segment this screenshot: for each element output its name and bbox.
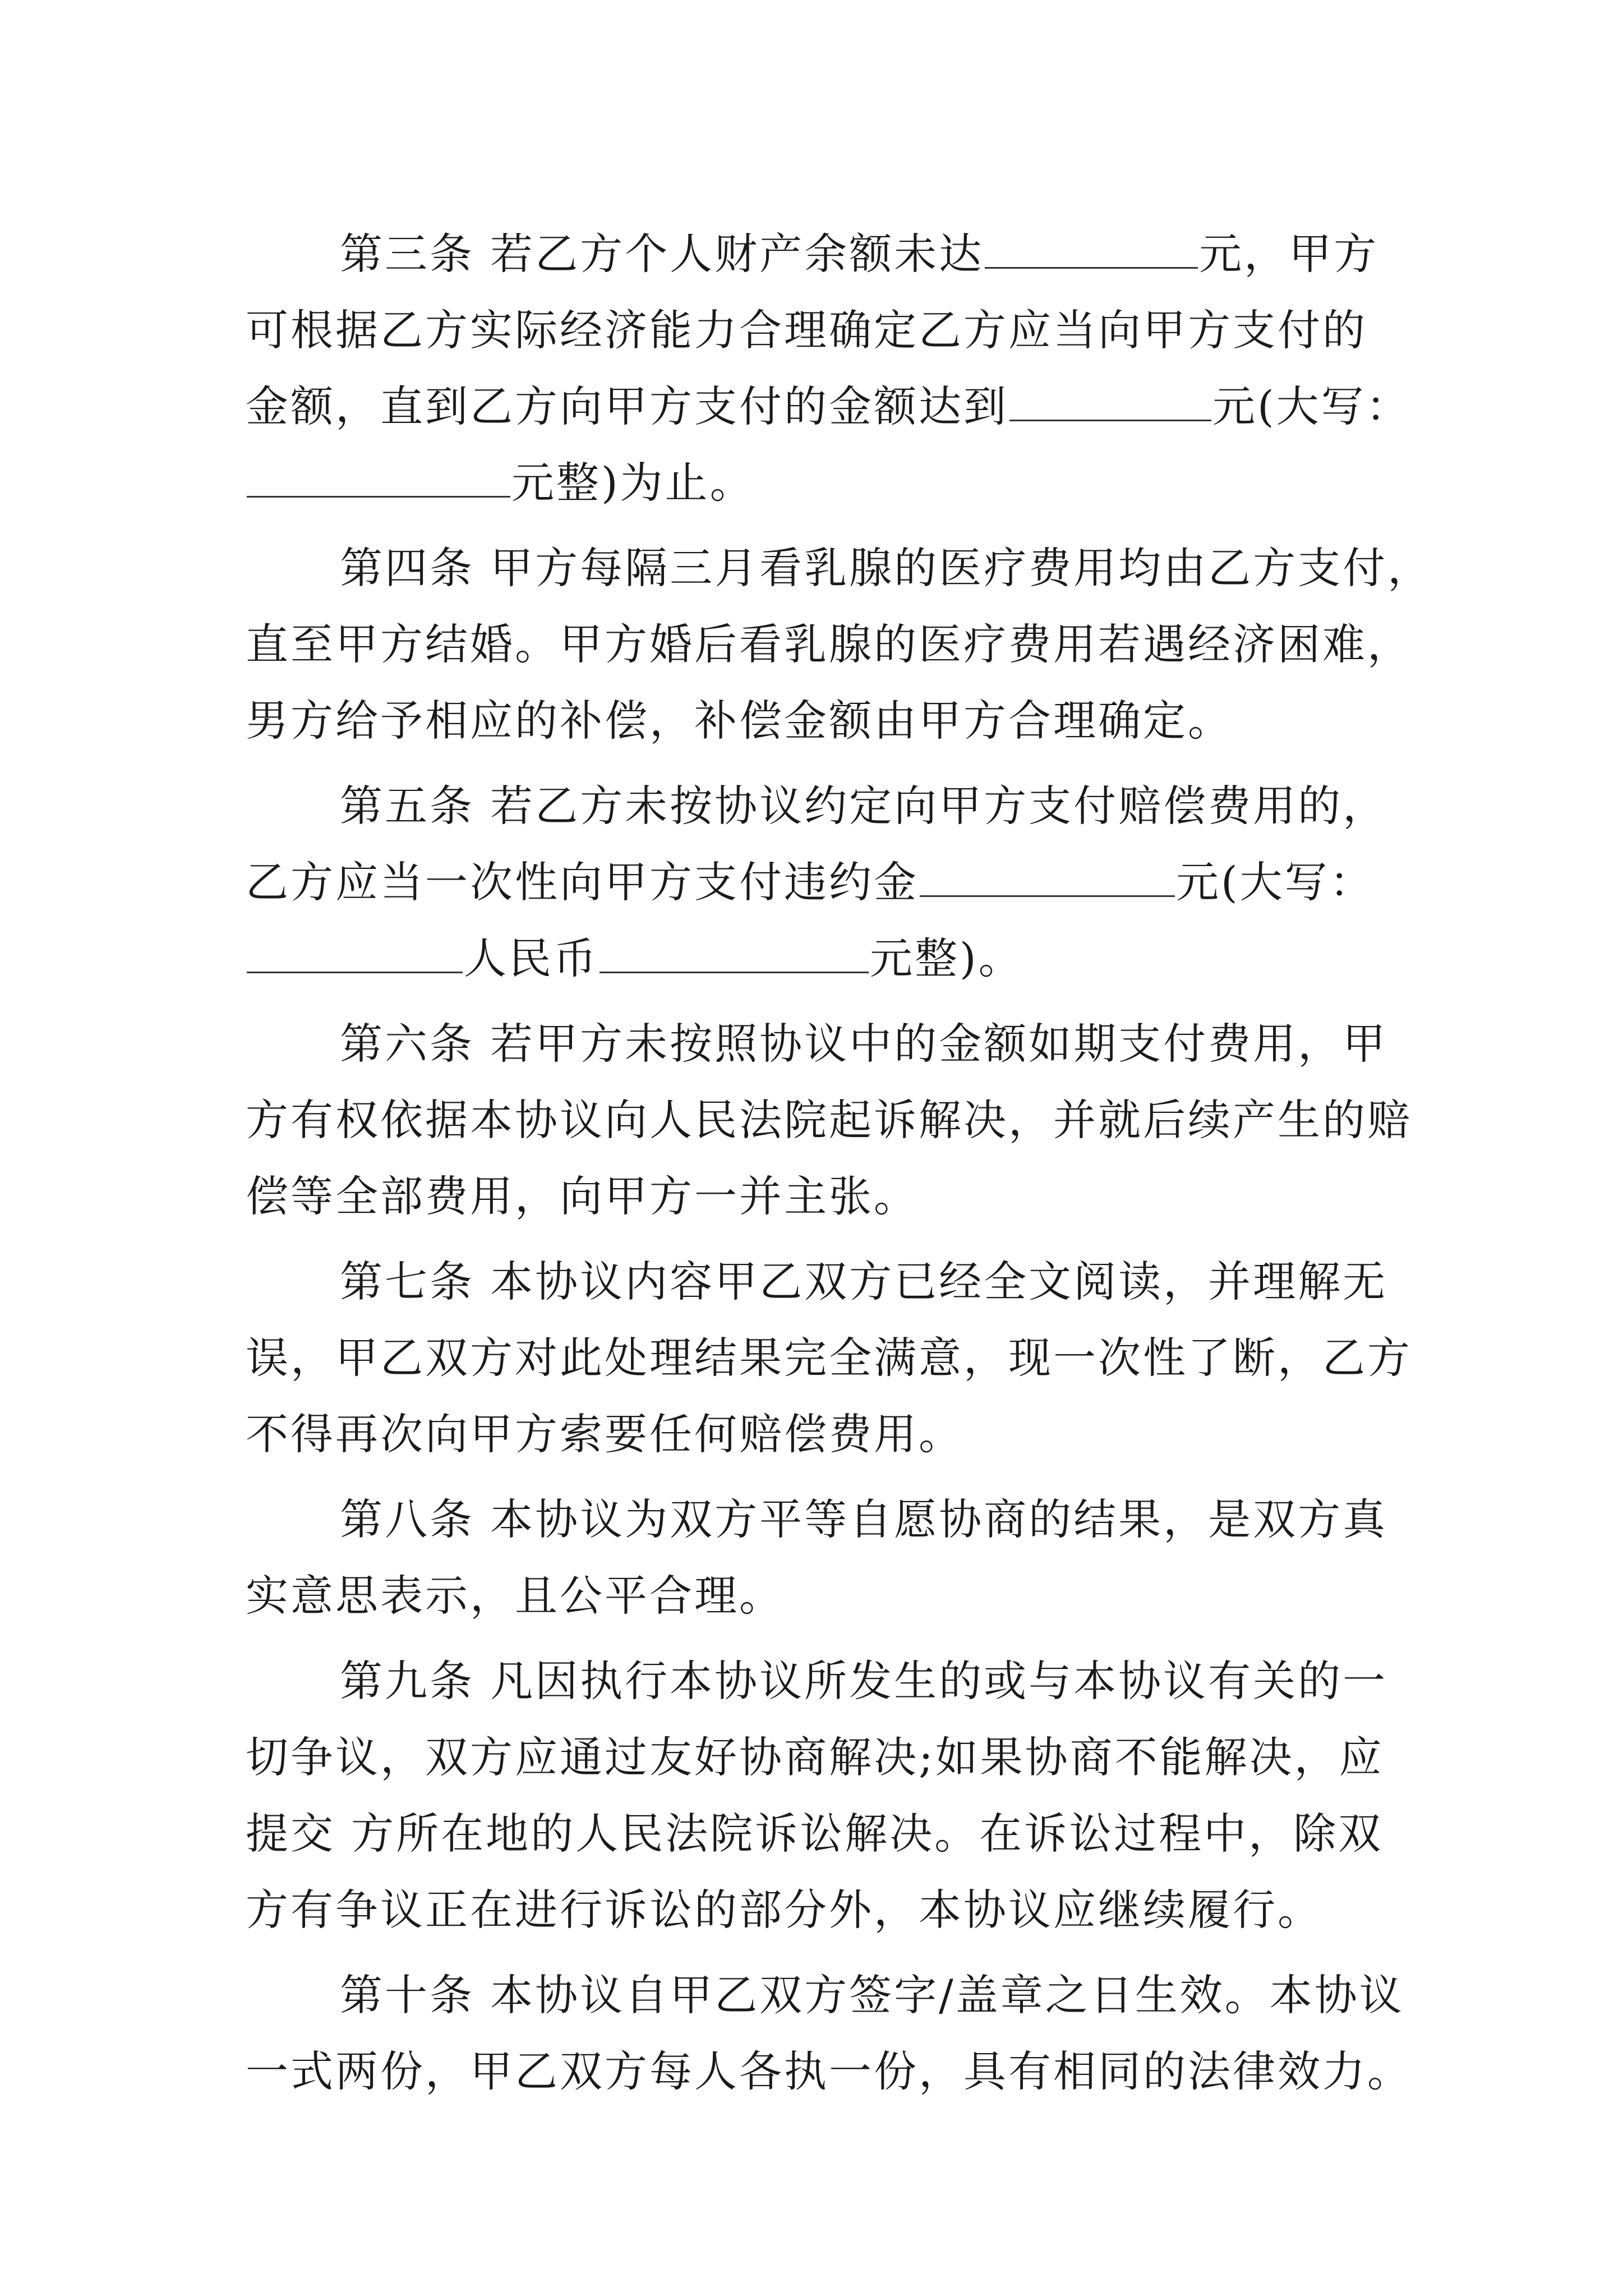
paragraph-line <box>246 921 1395 997</box>
paragraph-line <box>246 292 1395 369</box>
line-text: 第四条 甲方每隔三月看乳腺的医疗费用均由乙方支付， <box>340 543 1433 593</box>
paragraph-line <box>246 1244 1395 1320</box>
line-text: 第七条 本协议内容甲乙双方已经全文阅读，并理解无 <box>340 1257 1388 1306</box>
paragraph-line <box>246 1643 1395 1719</box>
article-6 <box>246 1006 1412 1235</box>
line-text: 元(大写： <box>1212 381 1411 431</box>
paragraph-line <box>246 1558 1395 1634</box>
fill-in-blank <box>247 939 463 973</box>
document-body <box>246 216 1433 2110</box>
fill-in-blank <box>600 939 869 973</box>
fill-in-blank <box>920 863 1175 897</box>
line-text: 男方给予相应的补偿，补偿金额由甲方合理确定。 <box>246 696 1233 746</box>
paragraph-line <box>246 1719 1395 1796</box>
line-text: 第六条 若甲方未按照协议中的金额如期支付费用，甲 <box>340 1019 1388 1069</box>
paragraph-line <box>246 1320 1412 1396</box>
article-3 <box>246 216 1411 521</box>
paragraph-line <box>246 1396 1395 1473</box>
line-text: 人民币 <box>464 933 598 983</box>
paragraph-line <box>246 1957 1404 2033</box>
paragraph-line <box>246 768 1395 844</box>
fill-in-blank <box>985 234 1198 269</box>
paragraph-line <box>246 1481 1395 1558</box>
paragraph-line <box>246 1006 1395 1082</box>
paragraph-line <box>246 606 1412 683</box>
article-5 <box>246 768 1395 997</box>
paragraph-line <box>246 1158 1395 1235</box>
paragraph-line <box>246 844 1395 921</box>
line-text: 直至甲方结婚。甲方婚后看乳腺的医疗费用若遇经济困难， <box>246 619 1412 669</box>
line-text: 元整)为止。 <box>511 458 755 508</box>
line-text: 可根据乙方实际经济能力合理确定乙方应当向甲方支付的 <box>246 305 1367 355</box>
paragraph-line <box>246 683 1395 759</box>
line-text: 方有权依据本协议向人民法院起诉解决，并就后续产生的赔 <box>246 1095 1412 1145</box>
line-text: 方有争议正在进行诉讼的部分外，本协议应继续履行。 <box>246 1885 1322 1935</box>
paragraph-line <box>246 369 1411 445</box>
paragraph-line <box>246 1796 1395 1872</box>
line-text: 第九条 凡因执行本协议所发生的或与本协议有关的一 <box>340 1656 1388 1706</box>
line-text: 元，甲方 <box>1199 229 1379 279</box>
line-text: 元整)。 <box>870 933 1023 983</box>
line-text: 元(大写： <box>1176 857 1375 907</box>
line-text: 切争议，双方应通过友好协商解决;如果协商不能解决，应 <box>246 1732 1384 1782</box>
fill-in-blank <box>1009 387 1211 421</box>
line-text: 提交 方所在地的人民法院诉讼解决。在诉讼过程中，除双 <box>246 1809 1384 1858</box>
line-text: 乙方应当一次性向甲方支付违约金 <box>246 857 919 907</box>
article-7 <box>246 1244 1412 1473</box>
line-text: 一式两份，甲乙双方每人各执一份，具有相同的法律效力。 <box>246 2046 1412 2096</box>
paragraph-line <box>246 530 1433 606</box>
article-10 <box>246 1957 1412 2110</box>
line-text: 第三条 若乙方个人财产余额未达 <box>340 229 984 279</box>
line-text: 误，甲乙双方对此处理结果完全满意，现一次性了断，乙方 <box>246 1333 1412 1383</box>
paragraph-line <box>246 445 1395 521</box>
article-9 <box>246 1643 1395 1948</box>
line-text: 第五条 若乙方未按协议约定向甲方支付赔偿费用的， <box>340 781 1388 831</box>
article-8 <box>246 1481 1395 1634</box>
line-text: 不得再次向甲方索要任何赔偿费用。 <box>246 1409 963 1459</box>
paragraph-line <box>246 2033 1412 2110</box>
line-text: 第十条 本协议自甲乙双方签字/盖章之日生效。本协议 <box>340 1970 1404 2020</box>
fill-in-blank <box>247 463 510 498</box>
paragraph-line <box>246 1872 1395 1948</box>
line-text: 金额，直到乙方向甲方支付的金额达到 <box>246 381 1008 431</box>
paragraph-line <box>246 1082 1412 1158</box>
paragraph-line <box>246 216 1395 292</box>
line-text: 偿等全部费用，向甲方一并主张。 <box>246 1171 919 1221</box>
article-4 <box>246 530 1433 759</box>
line-text: 实意思表示，且公平合理。 <box>246 1571 784 1621</box>
line-text: 第八条 本协议为双方平等自愿协商的结果，是双方真 <box>340 1494 1388 1544</box>
